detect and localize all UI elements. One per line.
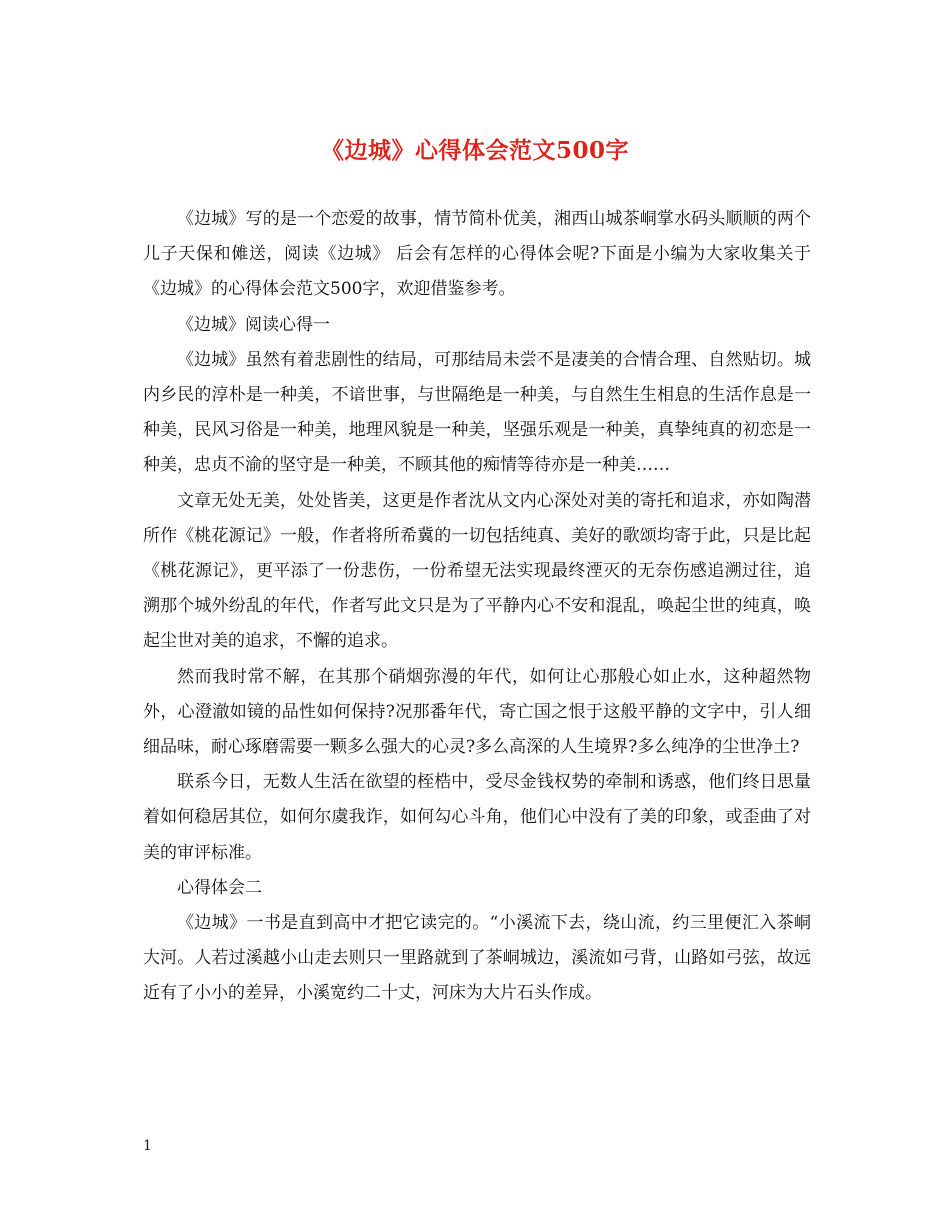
page-number: 1 [143,1138,152,1154]
section-heading-1: 《边城》阅读心得一 [177,314,330,335]
intro-paragraph: 《边城》写的是一个恋爱的故事，情节简朴优美，湘西山城茶峒掌水码头顺顺的两个儿子天保和傩送，阅读《边城》 后会有怎样的心得体会呢?下面是小编为大家收集关于《边城》的心得体会范文500字，欢迎借鉴参考。 [143,209,811,300]
section-heading-2: 心得体会二 [177,877,262,898]
body-paragraph-1: 《边城》虽然有着悲剧性的结局，可那结局未尝不是凄美的合情合理、自然贴切。城内乡民的淳朴是一种美，不谙世事，与世隔绝是一种美，与自然生生相息的生活作息是一种美，民风习俗是一种美，地理风貌是一种美，坚强乐观是一种美，真挚纯真的初恋是一种美，忠贞不渝的坚守是一种美，不顾其他的痴情等待亦是一种美…… [143,349,811,476]
body-paragraph-3: 然而我时常不解，在其那个硝烟弥漫的年代，如何让心那般心如止水，这种超然物外，心澄澈如镜的品性如何保持?况那番年代，寄亡国之恨于这般平静的文字中，引人细细品味，耐心琢磨需要一颗多么强大的心灵?多么高深的人生境界?多么纯净的尘世净土? [143,666,811,758]
body-paragraph-5: 《边城》一书是直到高中才把它读完的。“小溪流下去，绕山流，约三里便汇入茶峒大河。人若过溪越小山走去则只一里路就到了茶峒城边，溪流如弓背，山路如弓弦，故远近有了小小的差异，小溪宽约二十丈，河床为大片石头作成。 [143,913,811,1004]
document-title: 《边城》心得体会范文500字 [320,137,629,164]
body-paragraph-4: 联系今日，无数人生活在欲望的桎梏中，受尽金钱权势的牵制和诱惑，他们终日思量着如何稳居其位，如何尔虞我诈，如何勾心斗角，他们心中没有了美的印象，或歪曲了对美的审评标准。 [143,772,811,863]
body-paragraph-2: 文章无处无美，处处皆美，这更是作者沈从文内心深处对美的寄托和追求，亦如陶潜所作《桃花源记》一般，作者将所希冀的一切包括纯真、美好的歌颂均寄于此，只是比起《桃花源记》，更平添了一份悲伤，一份希望无法实现最终湮灭的无奈伤感追溯过往，追溯那个城外纷乱的年代，作者写此文只是为了平静内心不安和混乱，唤起尘世的纯真，唤起尘世对美的追求，不懈的追求。 [143,490,811,652]
document-body [143,202,811,1012]
